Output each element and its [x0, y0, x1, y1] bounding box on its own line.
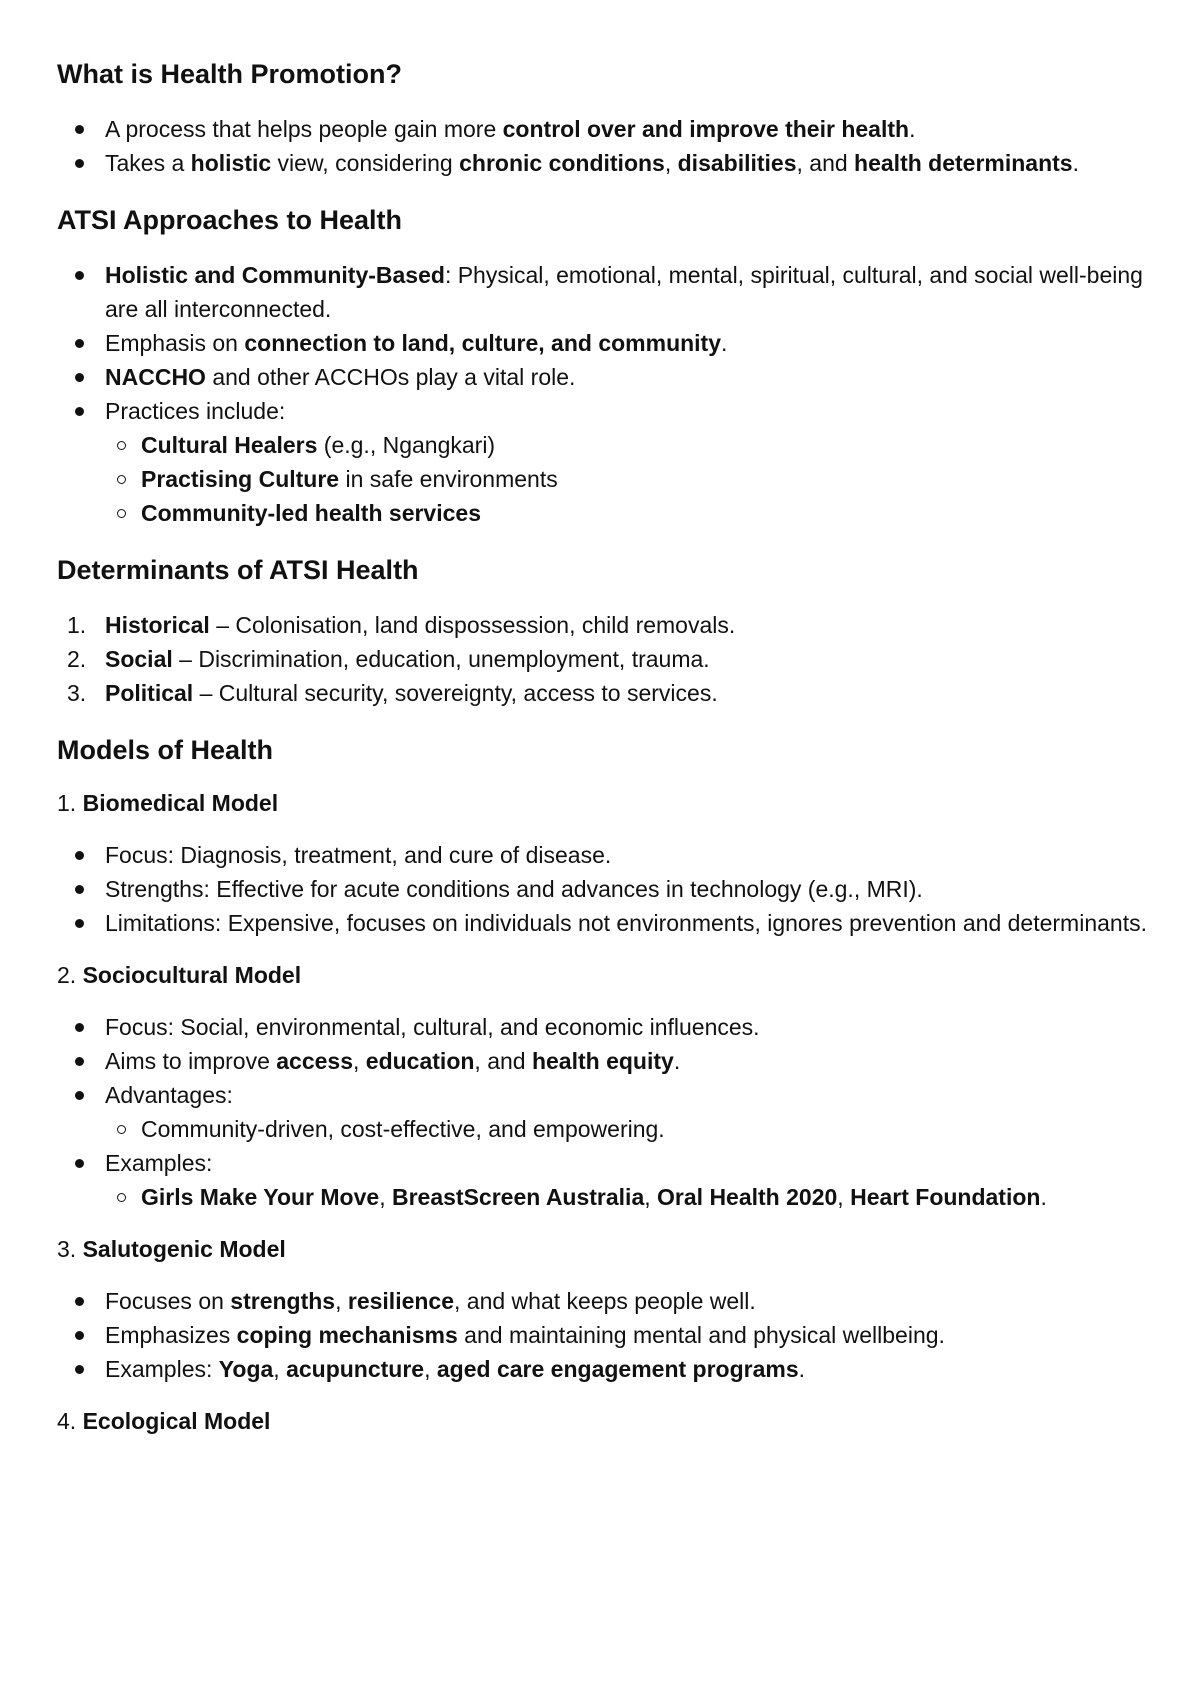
list-item: Holistic and Community-Based: Physical, emotional, mental, spiritual, cultural, and social well-being are all interconnected. [57, 258, 1157, 326]
determinants-list [57, 608, 1157, 710]
heading-biomedical-model: 1. Biomedical Model [57, 790, 279, 816]
biomedical-list [57, 838, 1157, 940]
list-item: NACCHO and other ACCHOs play a vital role. [57, 360, 1157, 394]
advantages-sublist [105, 1112, 1157, 1146]
examples-sublist [105, 1180, 1157, 1214]
atsi-approaches-list [57, 258, 1157, 530]
list-item: Examples: Girls Make Your Move, BreastScreen Australia, Oral Health 2020, Heart Foundation. [57, 1146, 1157, 1214]
list-item: Aims to improve access, education, and health equity. [57, 1044, 1157, 1078]
list-item: Focuses on strengths, resilience, and what keeps people well. [57, 1284, 1157, 1318]
health-promotion-list [57, 112, 1157, 180]
sub-list-item: Girls Make Your Move, BreastScreen Australia, Oral Health 2020, Heart Foundation. [105, 1180, 1157, 1214]
list-item: Focus: Diagnosis, treatment, and cure of disease. [57, 838, 1157, 872]
heading-what-is-health-promotion: What is Health Promotion? [57, 59, 403, 89]
list-item: Emphasizes coping mechanisms and maintaining mental and physical wellbeing. [57, 1318, 1157, 1352]
sub-list-item: Community-led health services [105, 496, 1157, 530]
list-item: 3. Political – Cultural security, sovereignty, access to services. [67, 680, 718, 706]
heading-atsi-approaches: ATSI Approaches to Health [57, 205, 403, 235]
heading-determinants: Determinants of ATSI Health [57, 555, 419, 585]
document-page [57, 56, 1157, 1436]
heading-models-of-health: Models of Health [57, 735, 274, 765]
list-item: Advantages: Community-driven, cost-effective, and empowering. [57, 1078, 1157, 1146]
sub-list-item: Practising Culture in safe environments [105, 462, 1157, 496]
list-item: Practices include: Cultural Healers (e.g., Ngangkari) Practising Culture in safe environments Community-led health services [57, 394, 1157, 530]
list-item: Focus: Social, environmental, cultural, and economic influences. [57, 1010, 1157, 1044]
sociocultural-list [57, 1010, 1157, 1214]
list-item: Limitations: Expensive, focuses on individuals not environments, ignores prevention and determinants. [57, 906, 1157, 940]
salutogenic-list [57, 1284, 1157, 1386]
list-item: 1. Historical – Colonisation, land dispossession, child removals. [67, 612, 736, 638]
list-item: Takes a holistic view, considering chronic conditions, disabilities, and health determinants. [57, 146, 1157, 180]
list-item: Examples: Yoga, acupuncture, aged care engagement programs. [57, 1352, 1157, 1386]
sub-list-item: Community-driven, cost-effective, and empowering. [105, 1112, 1157, 1146]
heading-sociocultural-model: 2. Sociocultural Model [57, 962, 302, 988]
list-item: A process that helps people gain more control over and improve their health. [57, 112, 1157, 146]
sub-list-item: Cultural Healers (e.g., Ngangkari) [105, 428, 1157, 462]
list-item: 2. Social – Discrimination, education, unemployment, trauma. [67, 646, 710, 672]
heading-salutogenic-model: 3. Salutogenic Model [57, 1236, 286, 1262]
heading-ecological-model: 4. Ecological Model [57, 1408, 271, 1434]
list-item: Strengths: Effective for acute conditions and advances in technology (e.g., MRI). [57, 872, 1157, 906]
practices-sublist [105, 428, 1157, 530]
list-item: Emphasis on connection to land, culture, and community. [57, 326, 1157, 360]
